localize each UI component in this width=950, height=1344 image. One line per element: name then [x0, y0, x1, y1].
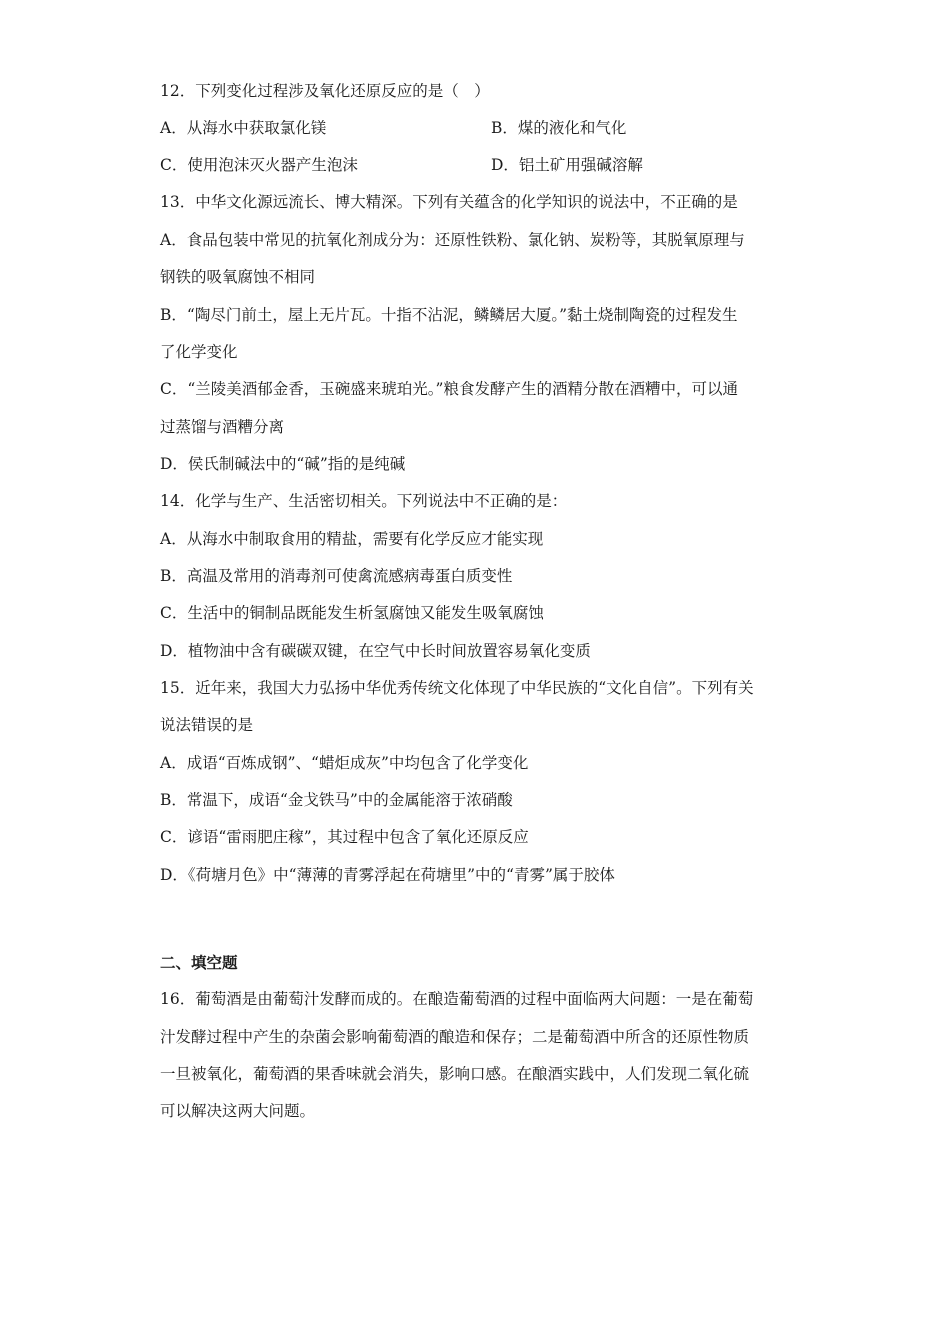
q16-line3: 一旦被氧化，葡萄酒的果香味就会消失，影响口感。在酿酒实践中，人们发现二氧化硫 — [160, 1065, 750, 1083]
q13-option-a-line1: A．食品包装中常见的抗氧化剂成分为：还原性铁粉、氯化钠、炭粉等，其脱氧原理与 — [160, 231, 745, 249]
q15-option-c: C．谚语“雷雨肥庄稼”，其过程中包含了氧化还原反应 — [160, 828, 529, 846]
q16-line2: 汁发酵过程中产生的杂菌会影响葡萄酒的酿造和保存；二是葡萄酒中所含的还原性物质 — [160, 1028, 750, 1046]
q15-stem-line1: 15．近年来，我国大力弘扬中华优秀传统文化体现了中华民族的“文化自信”。下列有关 — [160, 679, 754, 697]
q16-line1: 16．葡萄酒是由葡萄汁发酵而成的。在酿造葡萄酒的过程中面临两大问题：一是在葡萄 — [160, 990, 754, 1008]
q14-option-d: D．植物油中含有碳碳双键，在空气中长时间放置容易氧化变质 — [160, 642, 591, 660]
section-heading-fill-in-blank: 二、填空题 — [160, 953, 238, 972]
q12-option-b: B．煤的液化和气化 — [491, 119, 627, 137]
q13-option-b-line1: B．“陶尽门前土，屋上无片瓦。十指不沾泥，鳞鳞居大厦。”黏土烧制陶瓷的过程发生 — [160, 306, 738, 324]
q16-line4: 可以解决这两大问题。 — [160, 1102, 316, 1120]
q14-option-c: C．生活中的铜制品既能发生析氢腐蚀又能发生吸氧腐蚀 — [160, 604, 544, 622]
q13-option-c-line2: 过蒸馏与酒糟分离 — [160, 418, 285, 436]
q13-stem: 13．中华文化源远流长、博大精深。下列有关蕴含的化学知识的说法中，不正确的是 — [160, 193, 738, 211]
q14-option-b: B．高温及常用的消毒剂可使禽流感病毒蛋白质变性 — [160, 567, 513, 585]
q15-option-a: A．成语“百炼成钢”、“蜡炬成灰”中均包含了化学变化 — [160, 754, 529, 772]
q12-stem: 12．下列变化过程涉及氧化还原反应的是（ ） — [160, 82, 490, 100]
q13-option-a-line2: 钢铁的吸氧腐蚀不相同 — [160, 268, 316, 286]
q15-option-d: D．《荷塘月色》中“薄薄的青雾浮起在荷塘里”中的“青雾”属于胶体 — [160, 866, 615, 884]
q14-option-a: A．从海水中制取食用的精盐，需要有化学反应才能实现 — [160, 530, 544, 548]
q15-stem-line2: 说法错误的是 — [160, 716, 254, 734]
q12-option-a: A．从海水中获取氯化镁 — [160, 119, 327, 137]
q12-option-c: C．使用泡沫灭火器产生泡沫 — [160, 156, 358, 174]
q13-option-c-line1: C．“兰陵美酒郁金香，玉碗盛来琥珀光。”粮食发酵产生的酒精分散在酒糟中，可以通 — [160, 380, 738, 398]
q12-option-d: D．铝土矿用强碱溶解 — [491, 156, 643, 174]
q15-option-b: B．常温下，成语“金戈铁马”中的金属能溶于浓硝酸 — [160, 791, 513, 809]
q13-option-b-line2: 了化学变化 — [160, 343, 238, 361]
q14-stem: 14．化学与生产、生活密切相关。下列说法中不正确的是： — [160, 492, 568, 510]
q13-option-d: D．侯氏制碱法中的“碱”指的是纯碱 — [160, 455, 406, 473]
